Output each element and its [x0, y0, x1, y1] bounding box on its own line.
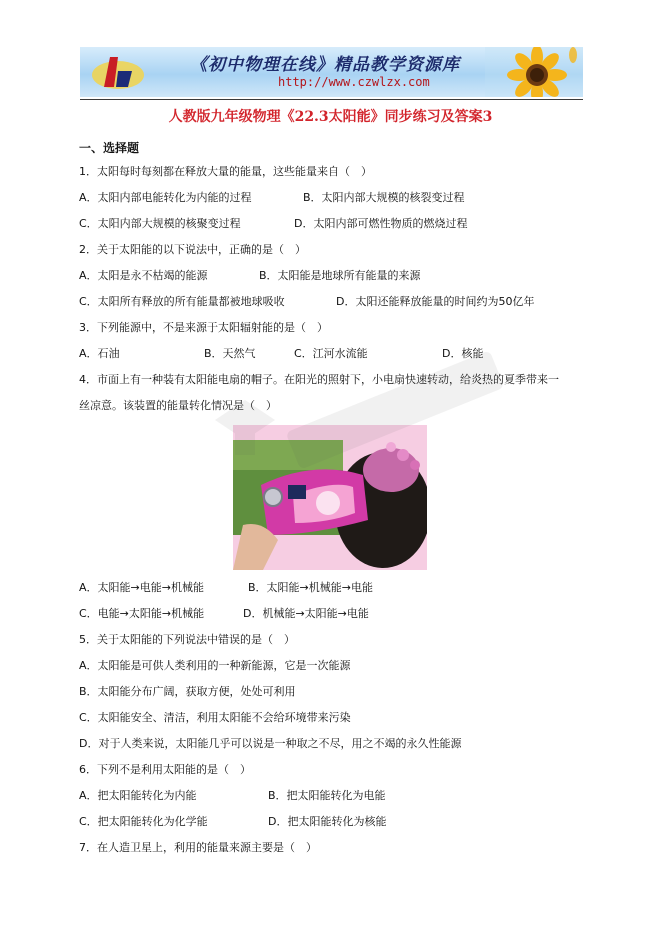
question-5-option-d: D．对于人类来说，太阳能几乎可以说是一种取之不尽，用之不竭的永久性能源: [79, 737, 462, 750]
solar-fan-hat-photo: [233, 425, 427, 570]
question-7-stem: 7．在人造卫星上，利用的能量来源主要是（ ）: [79, 841, 317, 854]
section-heading: 一、选择题: [79, 141, 140, 155]
question-4-stem-line-1: 4．市面上有一种装有太阳能电扇的帽子。在阳光的照射下，小电扇快速转动，给炎热的夏季带来一: [79, 373, 559, 386]
question-5-option-c: C．太阳能安全、清洁，利用太阳能不会给环境带来污染: [79, 711, 351, 724]
question-6-option-b: B．把太阳能转化为电能: [268, 789, 386, 802]
question-3-option-b: B．天然气: [204, 347, 256, 360]
site-url: http://www.czwlzx.com: [278, 75, 430, 89]
header-rule: [80, 99, 583, 100]
question-3-option-c: C．江河水流能: [294, 347, 368, 360]
question-6-stem: 6．下列不是利用太阳能的是（ ）: [79, 763, 251, 776]
question-5-option-a: A．太阳能是可供人类利用的一种新能源，它是一次能源: [79, 659, 351, 672]
question-4-option-c: C．电能→太阳能→机械能: [79, 607, 205, 620]
question-3-option-d: D．核能: [442, 347, 484, 360]
site-name: 《初中物理在线》精品教学资源库: [190, 55, 460, 75]
page-title: 人教版九年级物理《22.3太阳能》同步练习及答案3: [168, 109, 493, 125]
question-2-option-b: B．太阳能是地球所有能量的来源: [259, 269, 421, 282]
site-logo-icon: [88, 51, 148, 93]
question-1-stem: 1．太阳每时每刻都在释放大量的能量，这些能量来自（ ）: [79, 165, 372, 178]
question-3-option-a: A．石油: [79, 347, 120, 360]
question-2-option-d: D．太阳还能释放能量的时间约为50亿年: [336, 295, 535, 308]
question-1-option-b: B．太阳内部大规模的核裂变过程: [303, 191, 465, 204]
question-6-option-c: C．把太阳能转化为化学能: [79, 815, 208, 828]
question-4-option-a: A．太阳能→电能→机械能: [79, 581, 204, 594]
question-1-option-a: A．太阳内部电能转化为内能的过程: [79, 191, 252, 204]
question-1-option-d: D．太阳内部可燃性物质的燃烧过程: [294, 217, 468, 230]
question-5-stem: 5．关于太阳能的下列说法中错误的是（ ）: [79, 633, 295, 646]
question-6-option-d: D．把太阳能转化为核能: [268, 815, 387, 828]
question-4-option-d: D．机械能→太阳能→电能: [243, 607, 369, 620]
question-1-option-c: C．太阳内部大规模的核聚变过程: [79, 217, 241, 230]
question-4-option-b: B．太阳能→机械能→电能: [248, 581, 373, 594]
question-2-stem: 2．关于太阳能的以下说法中，正确的是（ ）: [79, 243, 306, 256]
question-3-stem: 3．下列能源中，不是来源于太阳辐射能的是（ ）: [79, 321, 328, 334]
question-2-option-c: C．太阳所有释放的所有能量都被地球吸收: [79, 295, 285, 308]
question-4-stem-line-2: 丝凉意。该装置的能量转化情况是（ ）: [79, 399, 277, 412]
question-5-option-b: B．太阳能分布广阔，获取方便，处处可利用: [79, 685, 296, 698]
header-banner: [80, 47, 583, 97]
question-6-option-a: A．把太阳能转化为内能: [79, 789, 197, 802]
question-2-option-a: A．太阳是永不枯竭的能源: [79, 269, 208, 282]
sunflower-icon: [485, 47, 583, 97]
